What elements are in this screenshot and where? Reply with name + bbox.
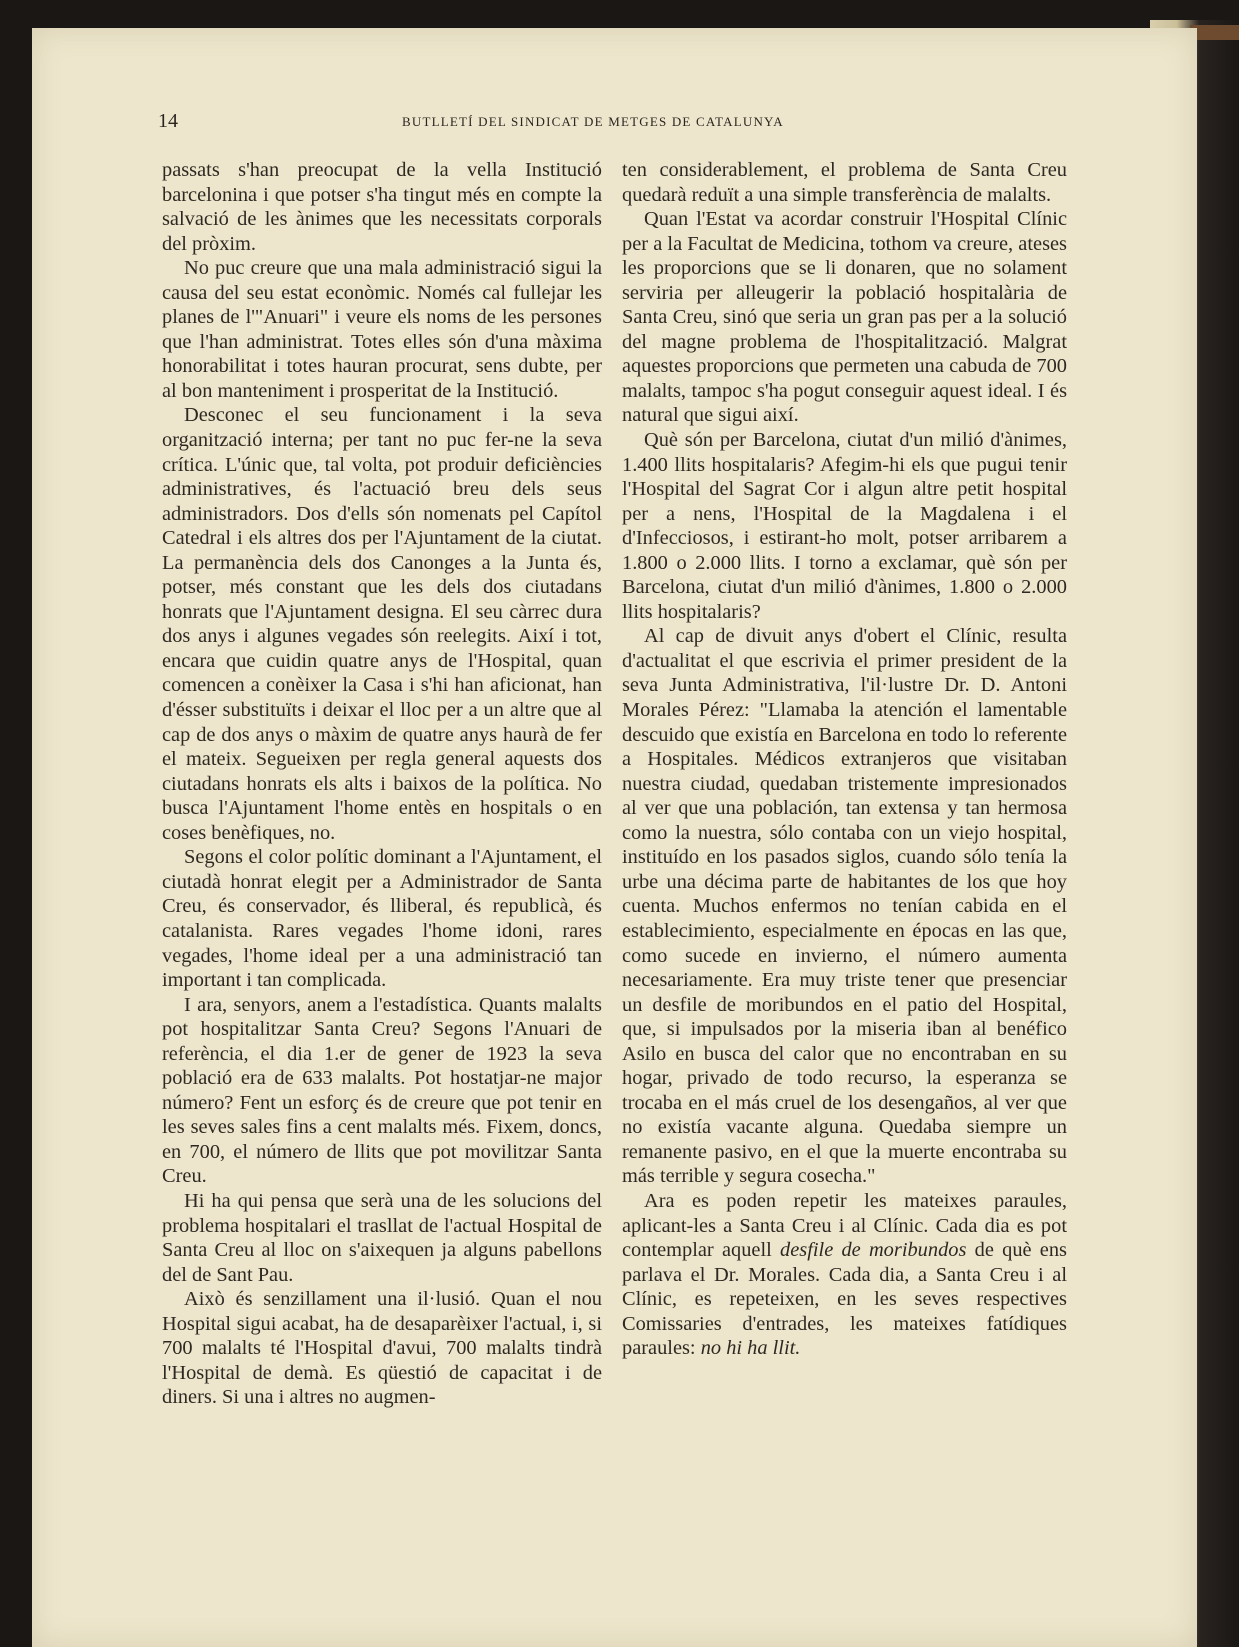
paragraph: Què són per Barcelona, ciutat d'un milió d'ànimes, 1.400 llits hospitalaris? Afegim-hi els que pugui tenir l'Hospital del Sagrat Cor i algun altre petit hospital per a nens, l'Hospital de la Magdalena i el d'Infecciosos, i estirant-ho molt, potser arribarem a 1.800 o 2.000 llits. I torno a exclamar, què són per Barcelona, ciutat d'un milió d'ànimes, 1.800 o 2.000 llits hospitalaris?: [622, 429, 1067, 623]
paragraph: passats s'han preocupat de la vella Institució barcelonina i que potser s'ha tingut més en compte la salvació de les ànimes que les necessitats corporals del pròxim.: [162, 159, 602, 255]
text-run: Ara es poden repetir les mateixes paraules, aplicant-les a Santa Creu i al Clínic. Cada dia es pot contemplar aquell: [622, 1189, 1067, 1262]
right-column: [622, 158, 1067, 1361]
paragraph: Desconec el seu funcionament i la seva organització interna; per tant no puc fer-ne la seva crítica. L'únic que, tal volta, pot produir deficiències administratives, és l'actuació breu dels seus administradors. Dos d'ells són nomenats pel Capítol Catedral i els altres dos per l'Ajuntament de la ciutat. La permanència dels dos Canonges a la Junta és, potser, més constant que les dels dos ciutadans honrats que l'Ajuntament designa. El seu càrrec dura dos anys i algunes vegades són reelegits. Així i tot, encara que cuidin quatre anys de l'Hospital, quan comencen a conèixer la Casa i s'hi han aficionat, han d'ésser substituïts i deixar el lloc per a un altre que al cap de dos anys o màxim de quatre anys haurà de fer el mateix. Segueixen per regla general aquests dos ciutadans honrats els alts i baixos de la política. No busca l'Ajuntament l'home entès en hospitals o en coses benèfiques, no.: [162, 404, 602, 844]
document-page: [32, 28, 1197, 1647]
paragraph: Això és senzillament una il·lusió. Quan el nou Hospital sigui acabat, ha de desaparèixer l'actual, i, si 700 malalts té l'Hospital d'avui, 700 malalts tindrà l'Hospital de demà. Es qüestió de capacitat i de diners. Si una i altres no augmen-: [162, 1288, 602, 1409]
paragraph: ten considerablement, el problema de Santa Creu quedarà reduït a una simple transferència de malalts.: [622, 159, 1067, 206]
paragraph: Al cap de divuit anys d'obert el Clínic, resulta d'actualitat el que escrivia el primer president de la seva Junta Administrativa, l'il·lustre Dr. D. Antoni Morales Pérez: "Llamaba la atención el lamentable descuido que existía en Barcelona en todo lo referente a Hospitales. Médicos extranjeros que visitaban nuestra ciudad, quedaban tristemente impresionados al ver que una población, tan extensa y tan hermosa como la nuestra, sólo contaba con un viejo hospital, instituído en los pasados siglos, cuando sólo tenía la urbe una décima parte de habitantes de los que hoy cuenta. Muchos enfermos no tenían cabida en el establecimiento, especialmente en épocas en las que, como sucede en invierno, el número aumenta necesariamente. Era muy triste tener que presenciar un desfile de moribundos en el patio del Hospital, que, si impulsados por la miseria iban al benéfico Asilo en busca del calor que no encontraban en su hogar, privado de todo recurso, la esperanza se trocaba en el más cruel de los desengaños, al ver que no existía vacante alguna. Quedaba siempre un remanente pasivo, en el que la muerte encontraba su más terrible y segura cosecha.": [622, 625, 1067, 1188]
paragraph: I ara, senyors, anem a l'estadística. Quants malalts pot hospitalitzar Santa Creu? Segons l'Anuari de referència, el dia 1.er de gener de 1923 la seva població era de 633 malalts. Pot hostatjar-ne major número? Fent un esforç és de creure que pot tenir en les seves sales fins a cent malalts més. Fixem, doncs, en 700, el número de llits que pot movilitzar Santa Creu.: [162, 993, 602, 1188]
paragraph: [622, 1189, 1067, 1361]
left-column: [162, 158, 602, 1410]
running-head: BUTLLETÍ DEL SINDICAT DE METGES DE CATALUNYA: [402, 114, 784, 129]
binding-strip: [1190, 25, 1239, 40]
paragraph: No puc creure que una mala administració sigui la causa del seu estat econòmic. Només cal fullejar les planes de l'"Anuari" i veure els noms de les persones que l'han administrat. Totes elles són d'una màxima honorabilitat i totes hauran procurat, sens dubte, per al bon manteniment i prosperitat de la Institució.: [162, 257, 602, 402]
page-header: [32, 110, 1197, 140]
paragraph: Quan l'Estat va acordar construir l'Hospital Clínic per a la Facultat de Medicina, tothom va creure, ateses les proporcions que se li donaren, que no solament serviria per alleugerir la població hospitalària de Santa Creu, sinó que seria un gran pas per a la solució del magne problema de l'hospitalització. Malgrat aquestes proporcions que permeten una cabuda de 700 malalts, tampoc s'ha pogut conseguir aquest ideal. I és natural que sigui així.: [622, 208, 1067, 427]
paragraph: Segons el color polític dominant a l'Ajuntament, el ciutadà honrat elegit per a Administrador de Santa Creu, és conservador, és lliberal, és republicà, és catalanista. Rares vegades l'home idoni, rares vegades, l'home ideal per a una administració tan important i tan complicada.: [162, 846, 602, 992]
paragraph: Hi ha qui pensa que serà una de les solucions del problema hospitalari el trasllat de l'actual Hospital de Santa Creu al lloc on s'aixequen ja alguns pabellons del de Sant Pau.: [162, 1189, 602, 1286]
text-run: de què ens parlava el Dr. Morales. Cada dia, a Santa Creu i al Clínic, es repeteixen, en les seves respectives Comissaries d'entrades, les mateixes fatídiques paraules:: [622, 1239, 1067, 1360]
page-number: 14: [158, 110, 178, 132]
italic-phrase: desfile de moribundos: [780, 1239, 967, 1262]
italic-phrase: no hi ha llit.: [700, 1337, 801, 1360]
